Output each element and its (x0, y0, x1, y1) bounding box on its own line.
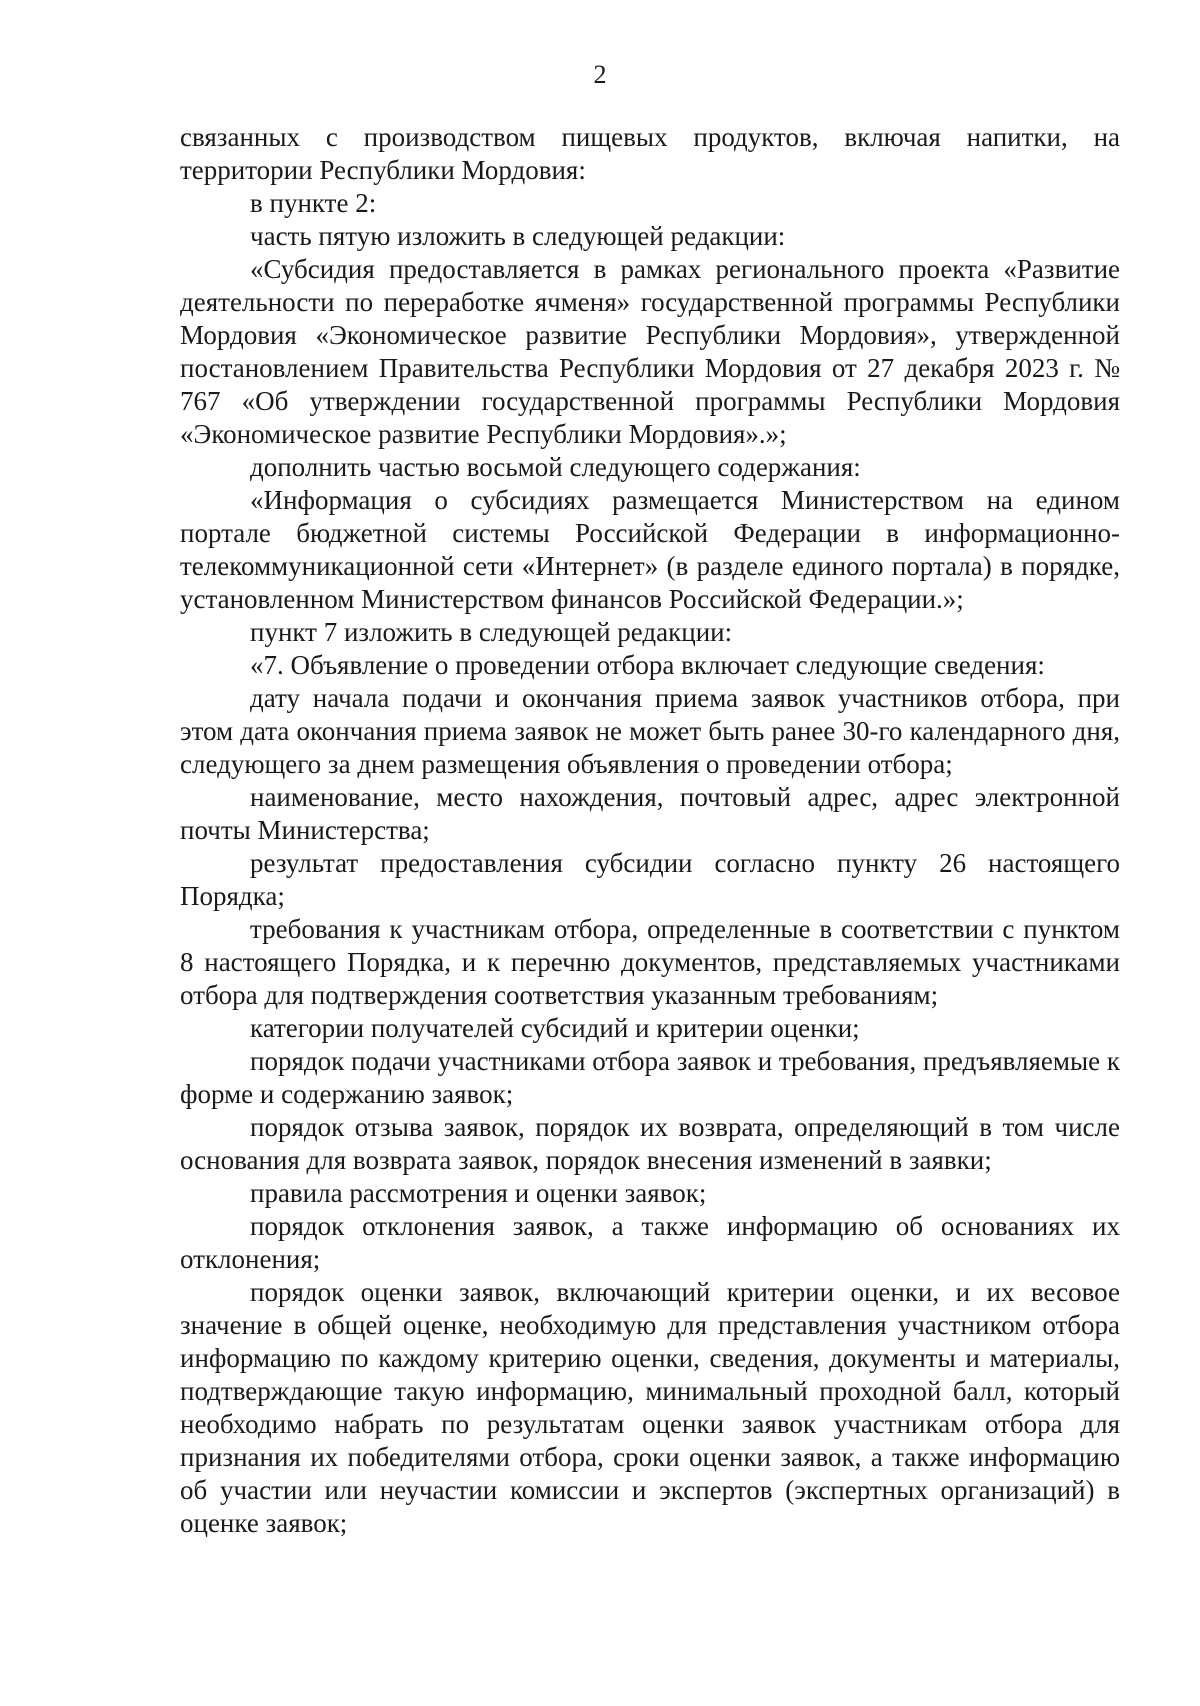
paragraph: «Информация о субсидиях размещается Министерством на едином портале бюджетной системы Российской Федерации в информационно-телекоммуникационной сети «Интернет» (в разделе единого портала) в порядке, установленном Министерством финансов Российской Федерации.»; (180, 485, 1120, 614)
paragraph: наименование, место нахождения, почтовый адрес, адрес электронной почты Министерства; (180, 782, 1120, 845)
paragraph: требования к участникам отбора, определенные в соответствии с пунктом 8 настоящего Порядка, и к перечню документов, представляемых участниками отбора для подтверждения соответствия указанным требованиям; (180, 914, 1120, 1010)
paragraph: пункт 7 изложить в следующей редакции: (250, 617, 733, 647)
paragraph: связанных с производством пищевых продуктов, включая напитки, на территории Республики Мордовия: (180, 122, 1120, 185)
page-number: 2 (593, 60, 607, 89)
paragraph: в пункте 2: (250, 188, 377, 218)
paragraph: порядок оценки заявок, включающий критерии оценки, и их весовое значение в общей оценке, необходимую для представления участником отбора информацию по каждому критерию оценки, сведения, документы и материалы, подтверждающие такую информацию, минимальный проходной балл, который необходимо набрать по результатам оценки заявок участникам отбора для признания их победителями отбора, сроки оценки заявок, а также информацию об участии или неучастии комиссии и экспертов (экспертных организаций) в оценке заявок; (180, 1277, 1120, 1538)
paragraph: результат предоставления субсидии согласно пункту 26 настоящего Порядка; (180, 848, 1120, 911)
paragraph: правила рассмотрения и оценки заявок; (250, 1178, 707, 1208)
paragraph: часть пятую изложить в следующей редакции: (250, 221, 786, 251)
paragraph: категории получателей субсидий и критерии оценки; (250, 1013, 860, 1043)
document-body (180, 121, 1120, 1540)
paragraph: порядок отклонения заявок, а также информацию об основаниях их отклонения; (180, 1211, 1120, 1274)
paragraph: порядок подачи участниками отбора заявок и требования, предъявляемые к форме и содержанию заявок; (180, 1046, 1120, 1109)
paragraph: «Субсидия предоставляется в рамках регионального проекта «Развитие деятельности по переработке ячменя» государственной программы Республики Мордовия «Экономическое развитие Республики Мордовия», утвержденной постановлением Правительства Республики Мордовия от 27 декабря 2023 г. № 767 «Об утверждении государственной программы Республики Мордовия «Экономическое развитие Республики Мордовия».»; (180, 254, 1120, 449)
paragraph: «7. Объявление о проведении отбора включает следующие сведения: (250, 650, 1045, 680)
paragraph: дополнить частью восьмой следующего содержания: (250, 452, 861, 482)
paragraph: дату начала подачи и окончания приема заявок участников отбора, при этом дата окончания приема заявок не может быть ранее 30-го календарного дня, следующего за днем размещения объявления о проведении отбора; (180, 683, 1120, 779)
paragraph: порядок отзыва заявок, порядок их возврата, определяющий в том числе основания для возврата заявок, порядок внесения изменений в заявки; (180, 1112, 1120, 1175)
